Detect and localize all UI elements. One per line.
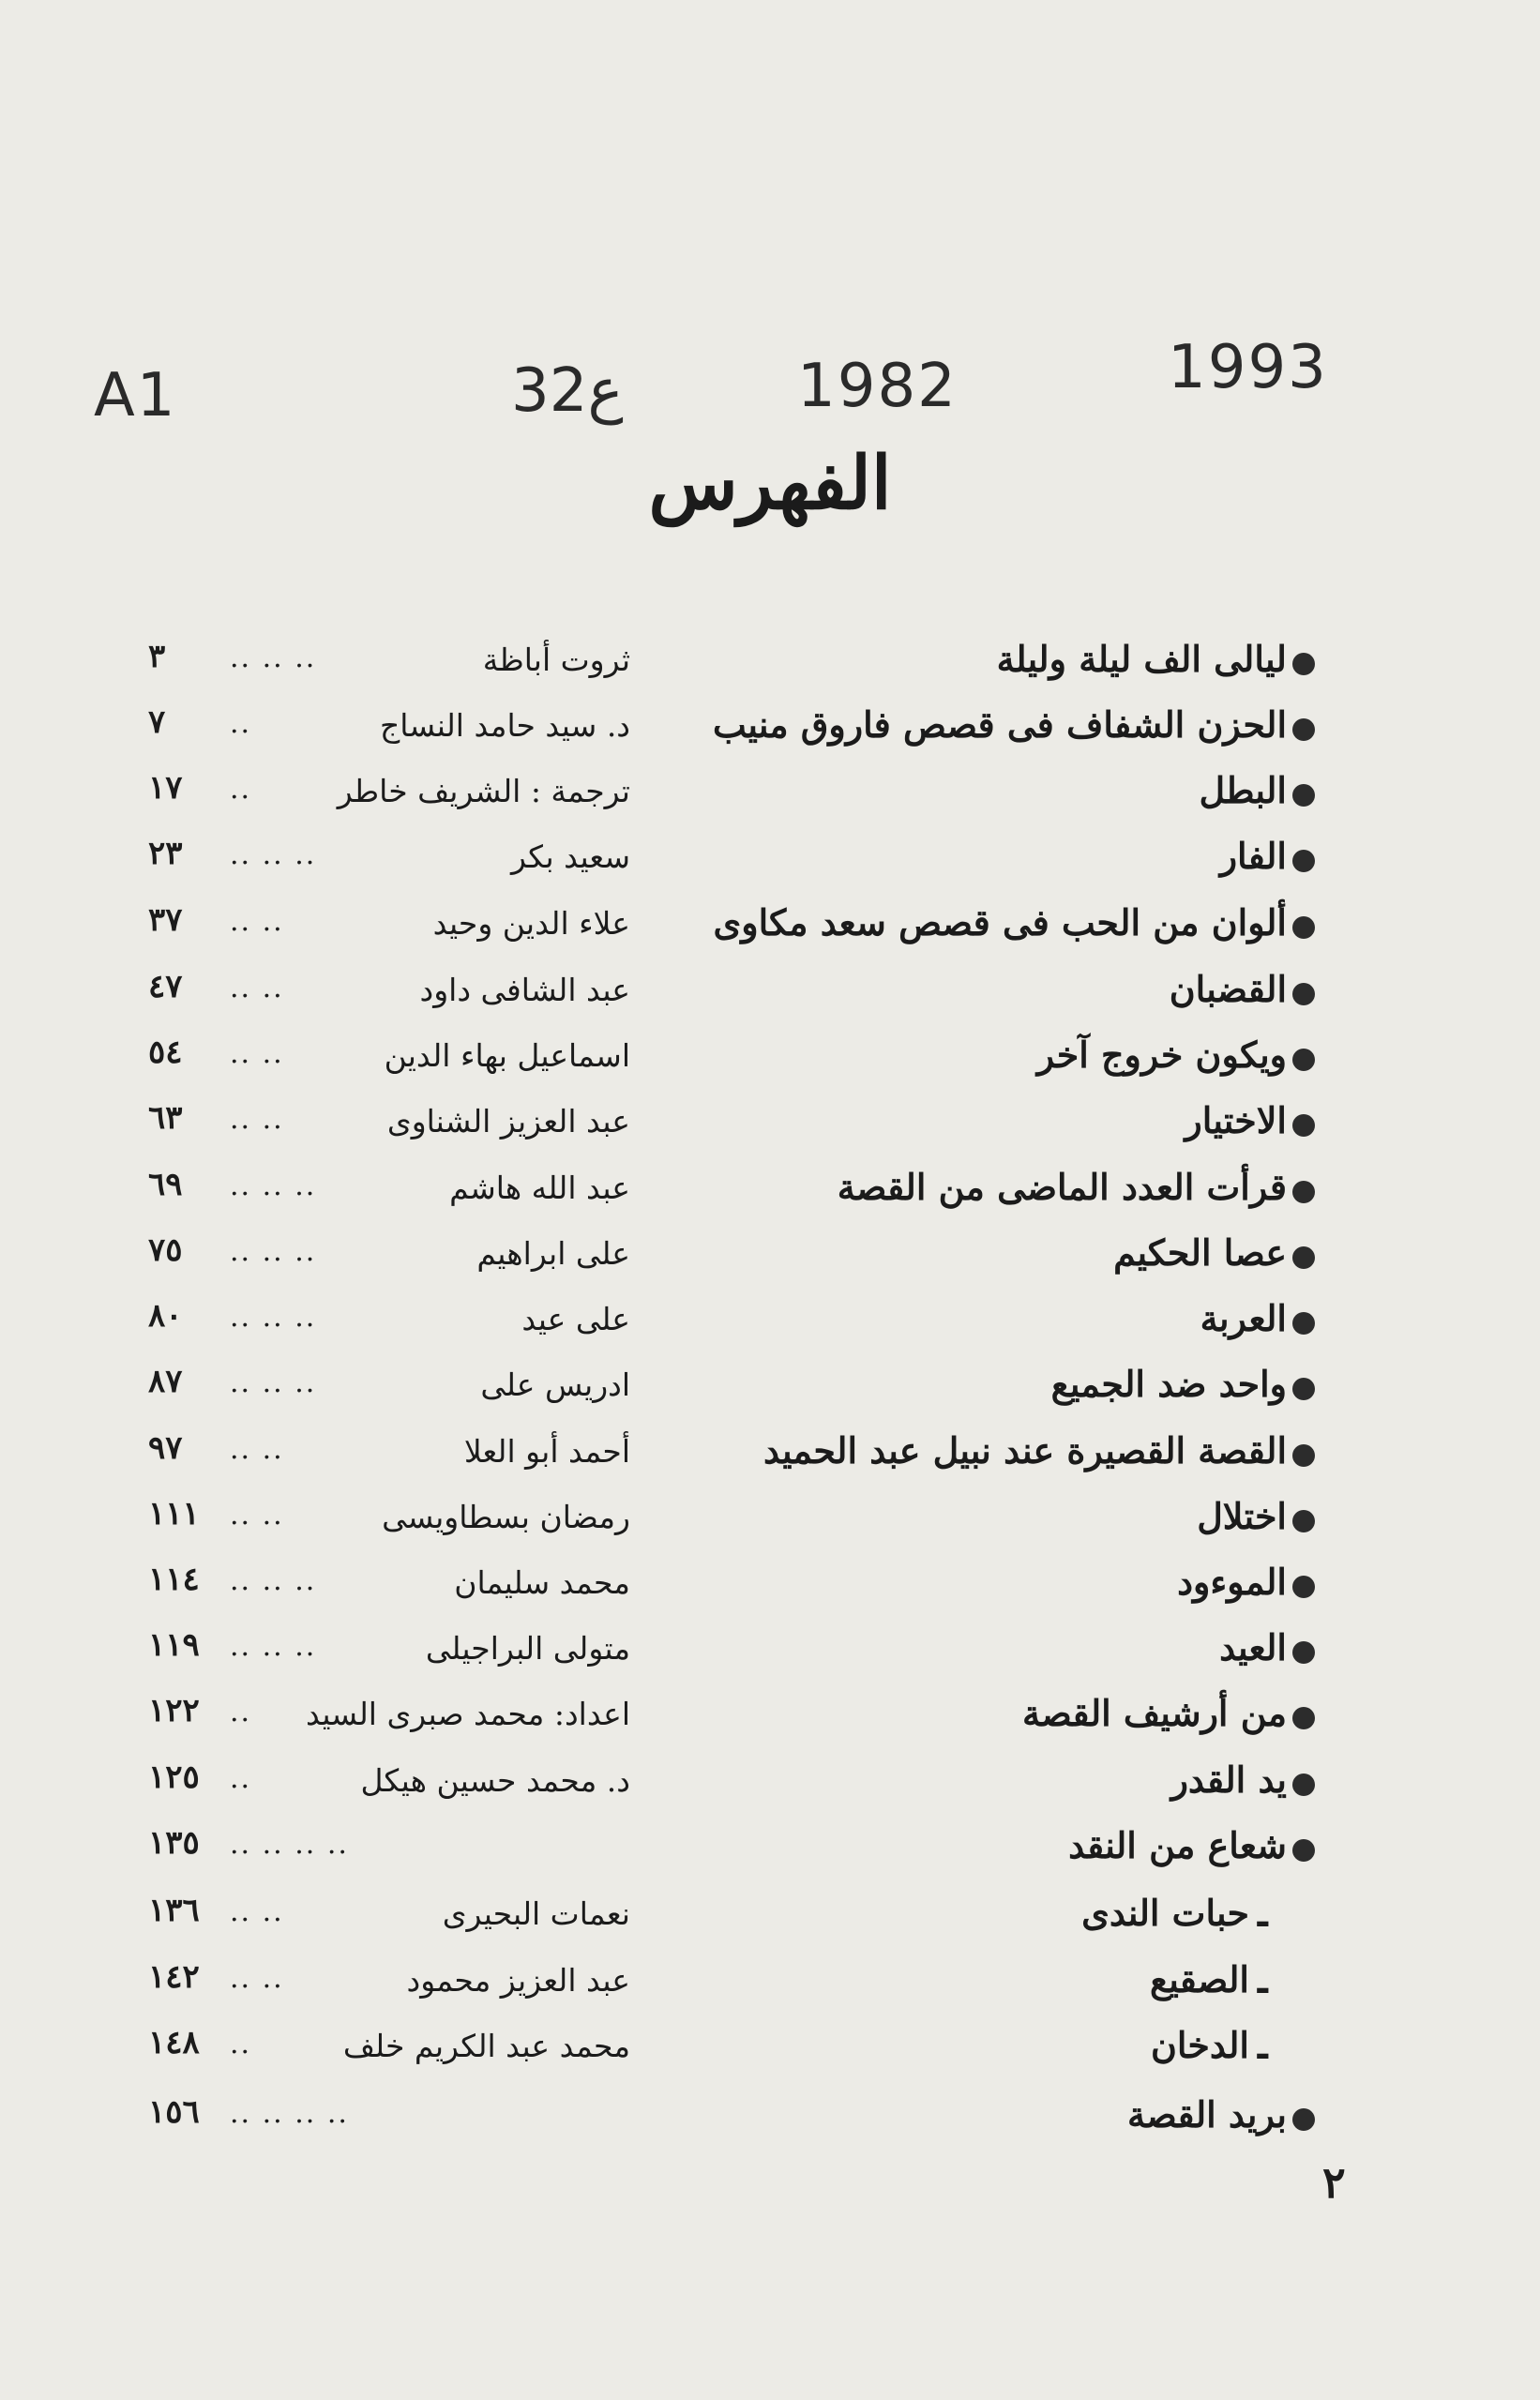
toc-entry-page-number: ٣٧ [148, 901, 183, 939]
toc-entry-page-number: ٣ [148, 638, 166, 675]
toc-entry-title: قرأت العدد الماضى من القصة [837, 1166, 1287, 1208]
toc-entry [0, 1495, 1540, 1551]
toc-entry-leader-dots: .. .. .. [230, 642, 317, 674]
toc-entry-page-number: ٩٧ [148, 1429, 183, 1467]
bullet-icon [1292, 916, 1315, 939]
toc-entry-page-number: ١٢٢ [148, 1692, 200, 1729]
toc-entry-leader-dots: .. .. [230, 1103, 284, 1136]
dash-icon: - [1255, 2031, 1271, 2075]
toc-entry-page-number: ١٣٥ [148, 1824, 200, 1862]
bullet-icon [1292, 1049, 1315, 1071]
toc-entry-author: على عيد [521, 1301, 630, 1337]
bullet-icon [1292, 653, 1315, 675]
toc-entry-page-number: ٨٧ [148, 1363, 183, 1400]
toc-entry [0, 1892, 1540, 1948]
bullet-icon [1292, 850, 1315, 872]
toc-entry-leader-dots: .. .. [230, 972, 284, 1004]
toc-entry-leader-dots: .. .. [230, 1895, 284, 1928]
toc-entry-page-number: ٤٧ [148, 968, 183, 1005]
bullet-icon [1292, 1181, 1315, 1203]
toc-entry-title: ويكون خروج آخر [1036, 1034, 1287, 1076]
toc-entry-page-number: ١١١ [148, 1495, 200, 1532]
toc-entry-author: عبد الله هاشم [449, 1170, 630, 1206]
toc-entry-page-number: ٢٣ [148, 835, 183, 872]
bullet-icon [1292, 1378, 1315, 1400]
toc-entry-author: محمد عبد الكريم خلف [342, 2028, 630, 2064]
dash-icon: - [1255, 1966, 1271, 2010]
toc-entry-page-number: ١٤٢ [148, 1958, 200, 1996]
toc-entry [0, 1692, 1540, 1748]
toc-entry-title: القضبان [1169, 968, 1287, 1010]
toc-entry-title: الصقيع [1149, 1958, 1249, 2000]
toc-entry-leader-dots: .. [230, 773, 252, 806]
bullet-icon [1292, 1576, 1315, 1598]
toc-entry [0, 1363, 1540, 1419]
toc-entry-leader-dots: .. [230, 1696, 252, 1728]
toc-entry-author: ادريس على [480, 1366, 630, 1403]
bullet-icon [1292, 1312, 1315, 1335]
toc-entry [0, 1958, 1540, 2015]
toc-entry-page-number: ١٤٨ [148, 2024, 200, 2061]
toc-entry-author: د. محمد حسين هيكل [360, 1762, 630, 1799]
toc-entry-page-number: ٥٤ [148, 1034, 183, 1071]
toc-entry-page-number: ٨٠ [148, 1297, 183, 1335]
toc-entry-page-number: ٦٣ [148, 1099, 183, 1137]
toc-entry-leader-dots: .. .. .. .. [230, 1828, 349, 1861]
toc-entry [0, 901, 1540, 958]
toc-entry [0, 1429, 1540, 1486]
toc-entry-leader-dots: .. [230, 707, 252, 740]
toc-entry-author: اعداد: محمد صبرى السيد [306, 1696, 630, 1732]
toc-entry-leader-dots: .. .. .. [230, 1564, 317, 1597]
toc-entry-page-number: ٧٥ [148, 1231, 183, 1269]
bullet-icon [1292, 2108, 1315, 2131]
toc-entry-title: الاختيار [1185, 1099, 1287, 1141]
toc-entry-author: عبد الشافى داود [419, 972, 630, 1008]
toc-entry-leader-dots: .. .. .. [230, 1630, 317, 1663]
toc-entry-leader-dots: .. .. [230, 1499, 284, 1532]
toc-entry [0, 1824, 1540, 1880]
toc-entry [0, 703, 1540, 760]
toc-entry-title: عصا الحكيم [1113, 1231, 1287, 1274]
toc-entry-author: ترجمة : الشريف خاطر [337, 773, 630, 809]
toc-entry-leader-dots: .. [230, 1762, 252, 1795]
toc-entry-title: ألوان من الحب فى قصص سعد مكاوى [713, 901, 1287, 943]
toc-entry-title: الفار [1219, 835, 1287, 877]
handwritten-year-right: 1993 [1168, 333, 1328, 402]
toc-entry-title: ليالى الف ليلة وليلة [996, 638, 1287, 680]
toc-entry-leader-dots: .. .. .. [230, 1170, 317, 1202]
toc-entry-author: نعمات البحيرى [442, 1895, 630, 1932]
toc-entry-title: العربة [1200, 1297, 1287, 1339]
toc-entry-author: عبد العزيز محمود [406, 1962, 630, 1999]
toc-entry-leader-dots: .. .. .. [230, 1366, 317, 1399]
toc-entry-title: اختلال [1197, 1495, 1287, 1537]
toc-entry-author: سعيد بكر [511, 838, 630, 875]
toc-entry-author: د. سيد حامد النساج [379, 707, 630, 744]
toc-entry-author: عبد العزيز الشناوى [386, 1103, 630, 1140]
toc-entry-page-number: ١١٤ [148, 1561, 200, 1598]
toc-entry [0, 1626, 1540, 1683]
bullet-icon [1292, 1707, 1315, 1729]
toc-entry [0, 835, 1540, 891]
page-folio: ٢ [1322, 2157, 1346, 2208]
toc-entry-page-number: ٦٩ [148, 1166, 183, 1203]
toc-entry-title: الموءود [1177, 1561, 1287, 1603]
bullet-icon [1292, 1510, 1315, 1532]
toc-entry-title: البطل [1199, 769, 1287, 811]
bullet-icon [1292, 1641, 1315, 1664]
bullet-icon [1292, 1839, 1315, 1862]
toc-entry-title: بريد القصة [1127, 2093, 1287, 2136]
toc-entry-title: يد القدر [1170, 1758, 1287, 1801]
toc-entry [0, 1561, 1540, 1617]
bullet-icon [1292, 784, 1315, 807]
handwritten-issue-number: 32ع [511, 356, 624, 426]
toc-entry-leader-dots: .. [230, 2028, 252, 2060]
toc-entry-title: الحزن الشفاف فى قصص فاروق منيب [713, 703, 1287, 746]
toc-entry [0, 1231, 1540, 1288]
toc-entry [0, 2024, 1540, 2080]
toc-entry-leader-dots: .. .. .. [230, 838, 317, 871]
toc-entry-author: علاء الدين وحيد [432, 905, 630, 942]
toc-entry-author: على ابراهيم [476, 1235, 630, 1272]
bullet-icon [1292, 1246, 1315, 1269]
bullet-icon [1292, 1774, 1315, 1796]
toc-entry-page-number: ١١٩ [148, 1626, 200, 1664]
bullet-icon [1292, 718, 1315, 741]
handwritten-year: 1982 [797, 352, 958, 421]
toc-entry [0, 1099, 1540, 1155]
handwritten-left-mark: A1 [94, 361, 177, 430]
dash-icon: - [1255, 1899, 1271, 1943]
toc-entry-title: شعاع من النقد [1068, 1824, 1287, 1866]
toc-entry-leader-dots: .. .. .. [230, 1301, 317, 1334]
bullet-icon [1292, 1444, 1315, 1467]
toc-entry-author: أحمد أبو العلا [463, 1433, 630, 1470]
toc-entry-author: ثروت أباظة [482, 642, 630, 678]
toc-entry-leader-dots: .. .. .. .. [230, 2097, 349, 2130]
toc-entry [0, 1297, 1540, 1353]
toc-entry-title: حبات الندى [1081, 1892, 1249, 1934]
toc-entry-author: متولى البراجيلى [425, 1630, 630, 1667]
toc-entry-title: الدخان [1150, 2024, 1249, 2066]
toc-entry-leader-dots: .. .. [230, 1962, 284, 1995]
toc-entry-page-number: ٧ [148, 703, 166, 741]
toc-entry-page-number: ١٥٦ [148, 2093, 200, 2131]
page-title: الفهرس [648, 441, 892, 526]
bullet-icon [1292, 1114, 1315, 1137]
toc-entry [0, 2093, 1540, 2150]
toc-entry [0, 1034, 1540, 1090]
toc-entry-author: محمد سليمان [454, 1564, 630, 1601]
toc-entry-author: اسماعيل بهاء الدين [384, 1037, 630, 1074]
toc-entry [0, 769, 1540, 825]
toc-entry-leader-dots: .. .. [230, 1433, 284, 1466]
toc-entry-page-number: ١٣٦ [148, 1892, 200, 1929]
toc-entry-leader-dots: .. .. [230, 1037, 284, 1070]
toc-entry [0, 638, 1540, 694]
toc-entry-author: رمضان بسطاويسى [382, 1499, 630, 1535]
toc-entry-title: القصة القصيرة عند نبيل عبد الحميد [763, 1429, 1287, 1472]
toc-entry [0, 1166, 1540, 1222]
toc-entry-page-number: ١٢٥ [148, 1758, 200, 1796]
toc-entry-title: من أرشيف القصة [1022, 1692, 1287, 1734]
toc-entry-page-number: ١٧ [148, 769, 183, 807]
toc-entry [0, 1758, 1540, 1815]
toc-entry-title: العيد [1219, 1626, 1287, 1668]
toc-entry-title: واحد ضد الجميع [1050, 1363, 1287, 1405]
toc-entry-leader-dots: .. .. .. [230, 1235, 317, 1268]
toc-entry-leader-dots: .. .. [230, 905, 284, 938]
bullet-icon [1292, 983, 1315, 1005]
toc-entry [0, 968, 1540, 1024]
